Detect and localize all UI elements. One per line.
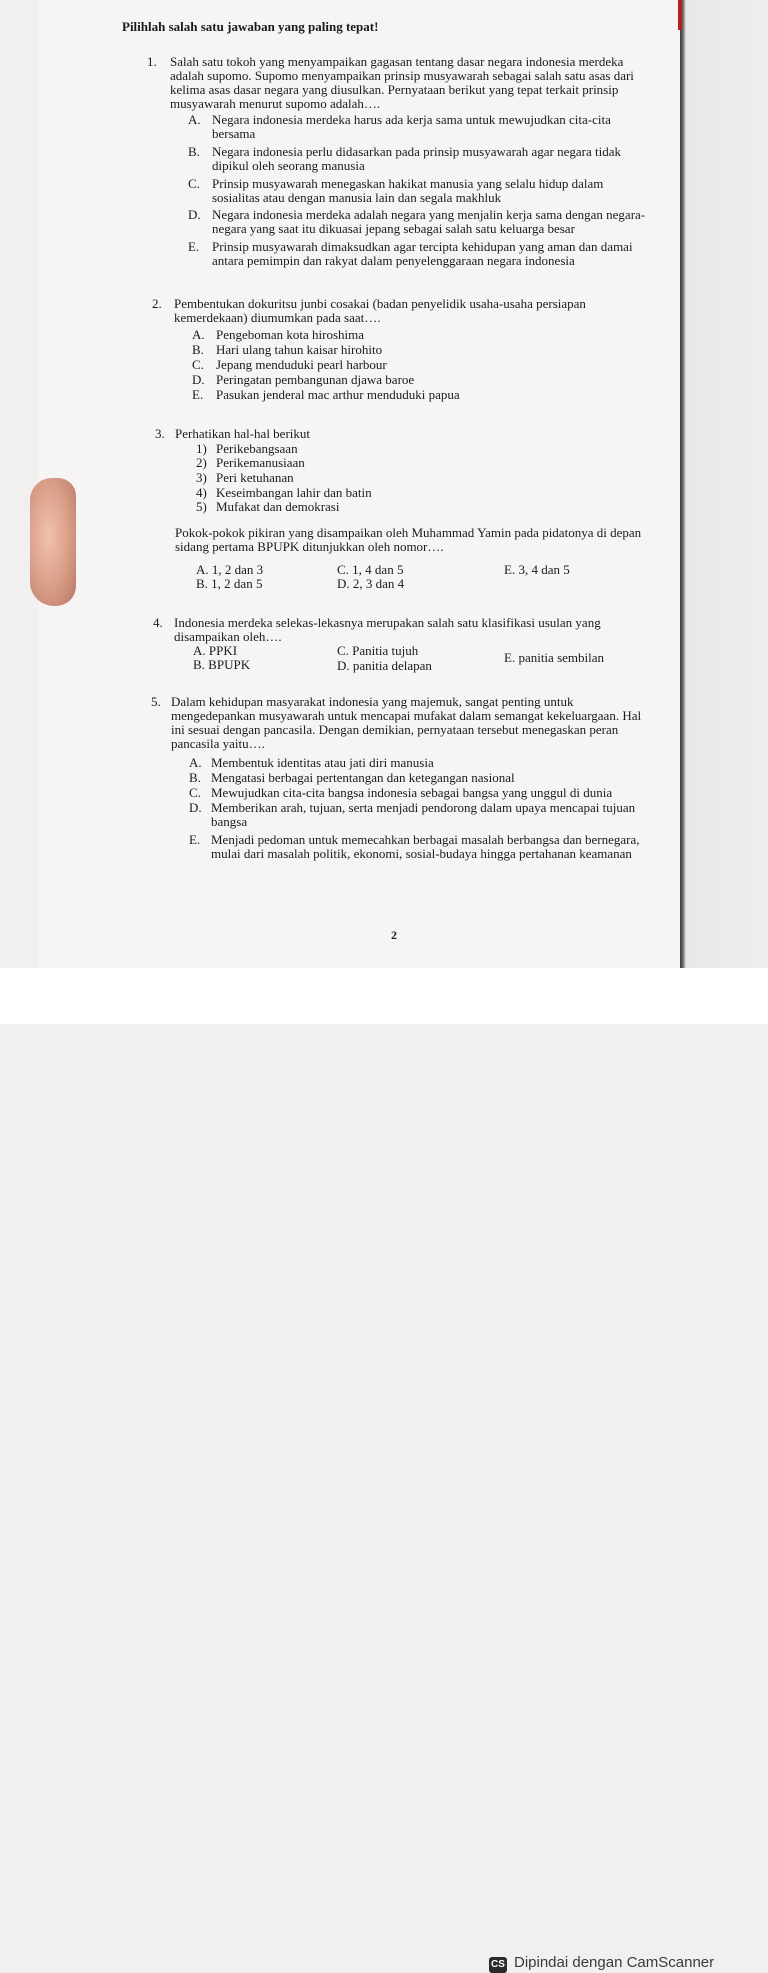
q1-option-e: Prinsip musyawarah dimaksudkan agar tercipta kehidupan yang aman dan damai — [212, 239, 633, 254]
q1-option-e-cont: antara pemimpin dan rakyat dalam penyelenggaraan negara indonesia — [212, 253, 575, 268]
q1-stem-line: Salah satu tokoh yang menyampaikan gagasan tentang dasar negara indonesia merdeka — [170, 54, 624, 69]
q1-option-b-cont: dipikul oleh seorang manusia — [212, 158, 365, 173]
q4-option-d: D. panitia delapan — [337, 658, 432, 673]
q5-option-d-cont: bangsa — [211, 814, 248, 829]
q4-option-a: A. PPKI — [193, 643, 238, 658]
q4-option-c: C. Panitia tujuh — [337, 643, 419, 658]
q2-option-e: Pasukan jenderal mac arthur menduduki papua — [216, 387, 460, 402]
camscanner-logo-icon: CS — [489, 1957, 507, 1973]
q1-option-letter: B. — [188, 144, 200, 159]
q3-item-number: 1) — [196, 441, 207, 456]
q3-option-c: C. 1, 4 dan 5 — [337, 562, 404, 577]
q3-item: Perikebangsaan — [216, 441, 298, 456]
q3-option-a: A. 1, 2 dan 3 — [196, 562, 264, 577]
q1-option-d: Negara indonesia merdeka adalah negara yang menjalin kerja sama dengan negara- — [212, 207, 646, 222]
q2-stem-line: kemerdekaan) diumumkan pada saat…. — [174, 310, 381, 325]
q3-item-number: 2) — [196, 455, 207, 470]
page-number: 2 — [391, 928, 397, 942]
q5-option-letter: D. — [189, 800, 202, 815]
q1-option-letter: C. — [188, 176, 200, 191]
q5-option-letter: B. — [189, 770, 201, 785]
q3-item-number: 3) — [196, 470, 207, 485]
q4-option-e: E. panitia sembilan — [504, 650, 605, 665]
q2-option-letter: C. — [192, 357, 204, 372]
q1-option-letter: E. — [188, 239, 200, 254]
q5-option-a: Membentuk identitas atau jati diri manusia — [211, 755, 434, 770]
q3-question-line: Pokok-pokok pikiran yang disampaikan oleh Muhammad Yamin pada pidatonya di depan — [175, 525, 642, 540]
q3-number: 3. — [155, 426, 165, 441]
q2-option-letter: A. — [192, 327, 205, 342]
q5-option-letter: A. — [189, 755, 202, 770]
q2-number: 2. — [152, 296, 162, 311]
q1-option-c-cont: sosialitas atau dengan manusia lain dan segala makhluk — [212, 190, 502, 205]
q5-stem-line: mengedepankan musyawarah untuk mencapai mufakat dalam semangat kekeluargaan. Hal — [171, 708, 642, 723]
q3-item: Mufakat dan demokrasi — [216, 499, 340, 514]
q1-number: 1. — [147, 54, 157, 69]
q3-option-b: B. 1, 2 dan 5 — [196, 576, 263, 591]
q3-stem: Perhatikan hal-hal berikut — [175, 426, 311, 441]
q1-option-b: Negara indonesia perlu didasarkan pada prinsip musyawarah agar negara tidak — [212, 144, 621, 159]
q3-item: Perikemanusiaan — [216, 455, 305, 470]
q5-option-letter: E. — [189, 832, 201, 847]
q4-stem-line: Indonesia merdeka selekas-lekasnya merupakan salah satu klasifikasi usulan yang — [174, 615, 601, 630]
q4-option-b: B. BPUPK — [193, 657, 251, 672]
camscanner-footer — [0, 968, 768, 1971]
q1-option-letter: A. — [188, 112, 201, 127]
q1-option-a-cont: bersama — [212, 126, 256, 141]
q2-option-c: Jepang menduduki pearl harbour — [216, 357, 387, 372]
q1-stem-line: musyawarah menurut supomo adalah…. — [170, 96, 381, 111]
q3-option-e: E. 3, 4 dan 5 — [504, 562, 570, 577]
q1-stem-line: adalah supomo. Supomo menyampaikan prinsip musyawarah sebagai salah satu asas dari — [170, 68, 634, 83]
q2-option-letter: D. — [192, 372, 205, 387]
q2-stem-line: Pembentukan dokuritsu junbi cosakai (badan penyelidik usaha-usaha persiapan — [174, 296, 586, 311]
q2-option-b: Hari ulang tahun kaisar hirohito — [216, 342, 383, 357]
q5-option-d: Memberikan arah, tujuan, serta menjadi pendorong dalam upaya mencapai tujuan — [211, 800, 636, 815]
q4-stem-line: disampaikan oleh…. — [174, 629, 282, 644]
camscanner-caption: Dipindai dengan CamScanner — [514, 1954, 715, 1971]
q3-option-d: D. 2, 3 dan 4 — [337, 576, 405, 591]
instruction-heading: Pilihlah salah satu jawaban yang paling tepat! — [122, 19, 379, 34]
q1-stem-line: kelima asas dasar negara yang diusulkan. Pernyataan berikut yang tepat terkait prinsip — [170, 82, 619, 97]
q1-option-letter: D. — [188, 207, 201, 222]
q2-option-d: Peringatan pembangunan djawa baroe — [216, 372, 415, 387]
q5-option-c: Mewujudkan cita-cita bangsa indonesia sebagai bangsa yang unggul di dunia — [211, 785, 613, 800]
q1-option-a: Negara indonesia merdeka harus ada kerja sama untuk mewujudkan cita-cita — [212, 112, 611, 127]
q3-question-line: sidang pertama BPUPK ditunjukkan oleh nomor…. — [175, 539, 444, 554]
q3-item: Peri ketuhanan — [216, 470, 294, 485]
q3-item-number: 5) — [196, 499, 207, 514]
q5-option-e: Menjadi pedoman untuk memecahkan berbagai masalah berbangsa dan bernegara, — [211, 832, 640, 847]
q1-option-d-cont: negara yang saat itu dikuasai jepang sebagai salah satu keluarga besar — [212, 221, 575, 236]
q2-option-a: Pengeboman kota hiroshima — [216, 327, 365, 342]
q5-stem-line: pancasila yaitu…. — [171, 736, 265, 751]
q5-option-b: Mengatasi berbagai pertentangan dan ketegangan nasional — [211, 770, 515, 785]
q5-number: 5. — [151, 694, 161, 709]
q5-stem-line: ini sesuai dengan pancasila. Dengan demikian, pernyataan tersebut menegaskan peran — [171, 722, 619, 737]
document-content — [0, 0, 768, 968]
q5-option-letter: C. — [189, 785, 201, 800]
q2-option-letter: B. — [192, 342, 204, 357]
q3-item-number: 4) — [196, 485, 207, 500]
q2-option-letter: E. — [192, 387, 204, 402]
q4-number: 4. — [153, 615, 163, 630]
q1-option-c: Prinsip musyawarah menegaskan hakikat manusia yang selalu hidup dalam — [212, 176, 604, 191]
q3-item: Keseimbangan lahir dan batin — [216, 485, 372, 500]
q5-option-e-cont: mulai dari masalah politik, ekonomi, sosial-budaya hingga pertahanan keamanan — [211, 846, 632, 861]
q5-stem-line: Dalam kehidupan masyarakat indonesia yang majemuk, sangat penting untuk — [171, 694, 574, 709]
